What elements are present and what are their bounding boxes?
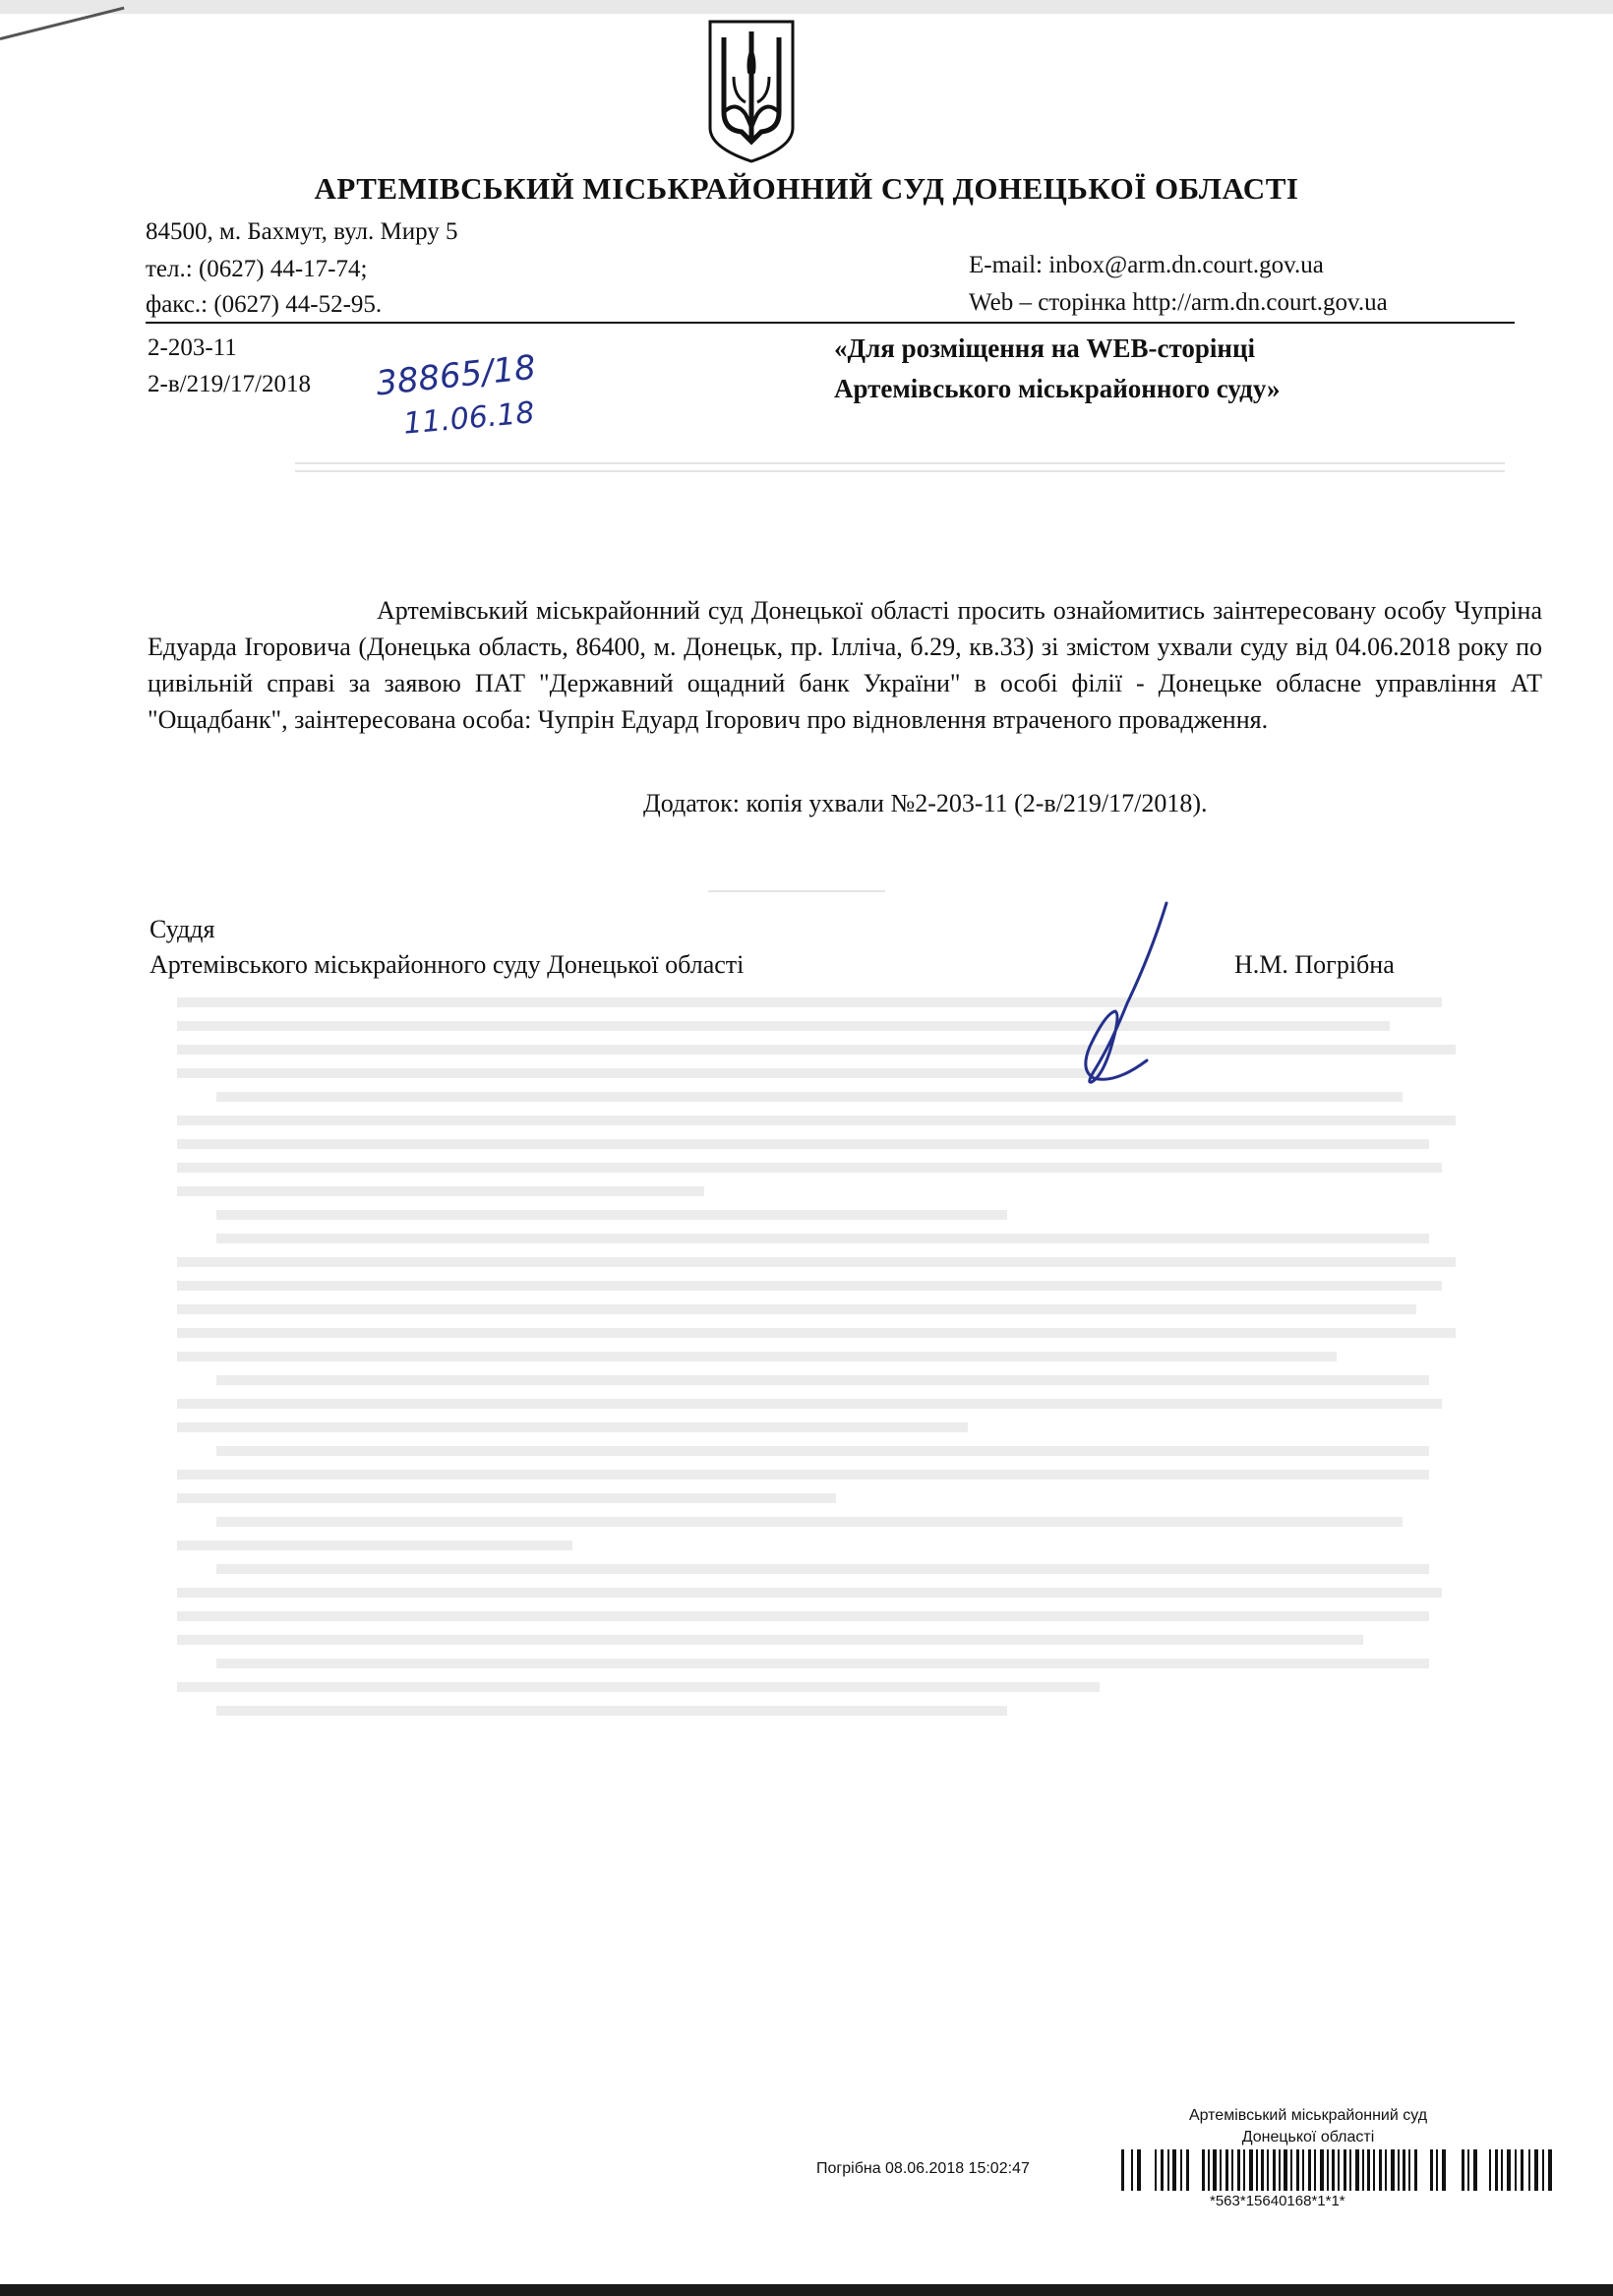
handwritten-signature-icon	[1072, 895, 1200, 1092]
barcode-icon	[1121, 2149, 1554, 2191]
court-title: АРТЕМІВСЬКИЙ МІСЬКРАЙОННИЙ СУД ДОНЕЦЬКОЇ ОБЛАСТІ	[314, 171, 1299, 206]
header-divider	[146, 322, 1515, 324]
web-publication-note	[834, 329, 1281, 409]
barcode-number: *563*15640168*1*1*	[1210, 2193, 1345, 2209]
handwritten-incoming-date: 11.06.18	[401, 395, 536, 442]
stamp-court-line-1: Артемівський міськрайонний суд	[1188, 2107, 1428, 2124]
judge-title: Суддя	[149, 915, 215, 943]
coat-of-arms-icon	[706, 18, 797, 165]
court-address: 84500, м. Бахмут, вул. Миру 5	[146, 218, 458, 245]
web-note-line-1: «Для розміщення на WEB-сторінці	[834, 333, 1256, 363]
web-note-line-2: Артемівського міськрайонного суду»	[834, 374, 1281, 403]
court-email: E-mail: inbox@arm.dn.court.gov.ua	[969, 252, 1324, 278]
court-website: Web – сторінка http://arm.dn.court.gov.ua	[969, 289, 1388, 316]
e-signature-stamp	[1141, 2105, 1475, 2148]
handwritten-incoming-number: 38865/18	[374, 347, 538, 404]
court-phone: тел.: (0627) 44-17-74;	[146, 256, 368, 282]
e-signature-info: Погрібна 08.06.2018 15:02:47	[816, 2160, 1030, 2177]
court-fax: факс.: (0627) 44-52-95.	[146, 291, 383, 318]
stamp-court-line-2: Донецької області	[1241, 2129, 1375, 2145]
case-number-new: 2-в/219/17/2018	[148, 371, 311, 397]
bleed-through-line	[708, 890, 885, 892]
case-number: 2-203-11	[148, 334, 237, 361]
scan-edge-bottom	[0, 2284, 1613, 2296]
bleed-through-area	[177, 984, 1495, 2026]
scan-edge	[0, 0, 1613, 14]
bleed-through-line	[295, 462, 1505, 464]
judge-name: Н.М. Погрібна	[1234, 950, 1395, 979]
annex-line: Додаток: копія ухвали №2-203-11 (2-в/219/17/2018).	[643, 789, 1208, 817]
request-paragraph: Артемівський міськрайонний суд Донецької області просить ознайомитись заінтересовану особу Чупріна Едуарда Ігоровича (Донецька область, 86400, м. Донецьк, пр. Ілліча, б.29, кв.33) зі змістом ухвали суду від 04.06.2018 року по цивільній справі за заявою ПАТ "Державний ощадний банк України" в особі філії - Донецьке обласне управління АТ "Ощадбанк", заінтересована особа: Чупрін Едуард Ігорович про відновлення втраченого провадження.	[148, 596, 1542, 734]
judge-court: Артемівського міськрайонного суду Донецької області	[149, 950, 745, 979]
bleed-through-line	[295, 470, 1505, 472]
